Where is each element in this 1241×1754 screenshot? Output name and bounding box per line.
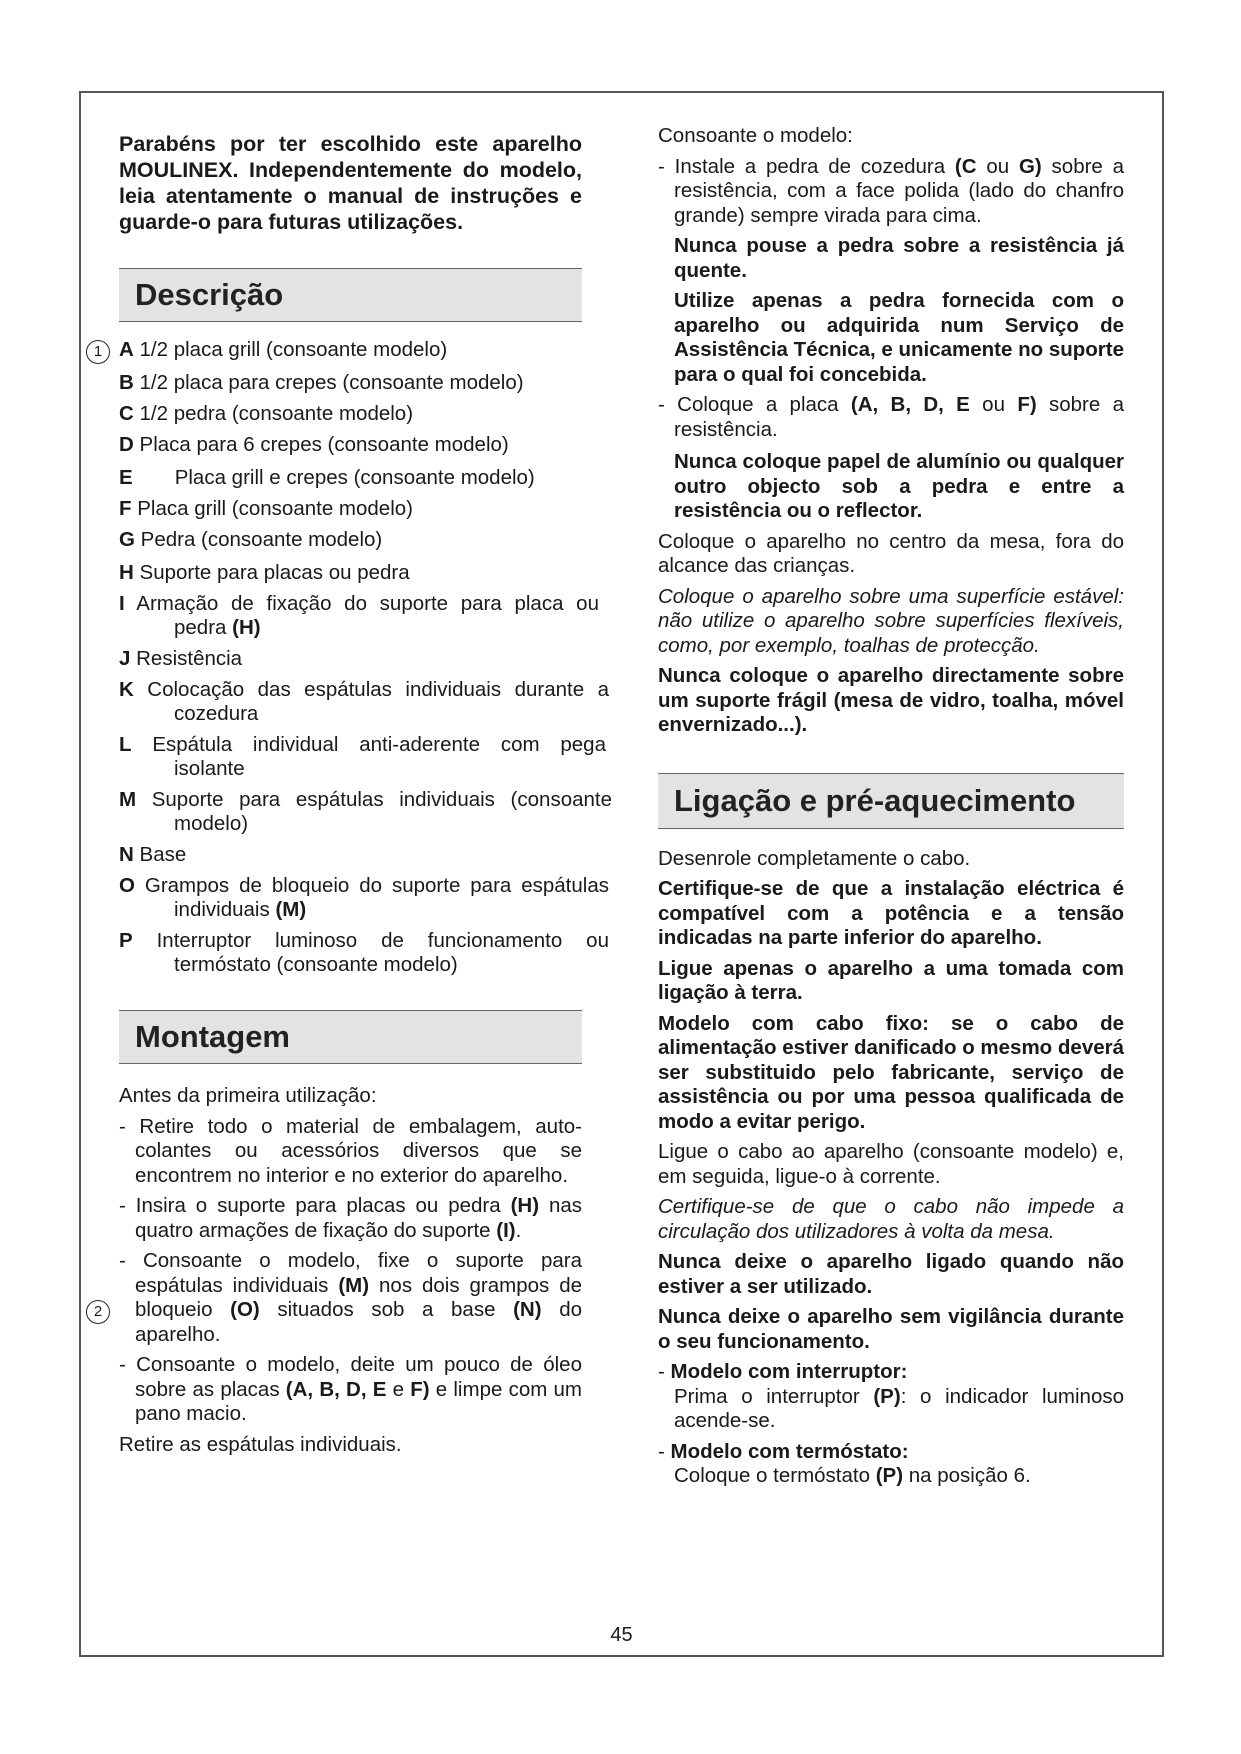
list-item: - Instale a pedra de cozedura (C ou G) sobre a resistência, com a face polida (lado do chanfro grande) sempre virada para cima. xyxy=(658,154,1125,227)
warning-text: Nunca pouse a pedra sobre a resistência já quente. xyxy=(674,234,1124,282)
list-item: I Armação de fixação do suporte para placa ou pedra (H) xyxy=(119,592,599,639)
list-item: G Pedra (consoante modelo) xyxy=(119,528,383,551)
parts-list xyxy=(93,338,612,977)
figure-marker-1: 1 xyxy=(86,340,110,364)
section-title: Montagem xyxy=(135,1019,290,1054)
section-heading-descricao xyxy=(119,268,582,322)
paragraph: Prima o interruptor (P): o indicador luminoso acende-se. xyxy=(674,1384,1124,1432)
list-item: - Insira o suporte para placas ou pedra (H) nas quatro armações de fixação do suporte (I). xyxy=(119,1194,583,1242)
warning-text: Nunca coloque papel de alumínio ou qualquer outro objecto sob a pedra e entre a resistência ou o reflector. xyxy=(674,450,1124,522)
list-item: N Base xyxy=(119,843,187,866)
list-item: C 1/2 pedra (consoante modelo) xyxy=(119,402,414,425)
list-item: D Placa para 6 crepes (consoante modelo) xyxy=(119,433,509,456)
warning-text: Nunca deixe o aparelho sem vigilância durante o seu funcionamento. xyxy=(658,1305,1124,1353)
list-item: L Espátula individual anti-aderente com pega isolante xyxy=(119,733,606,780)
paragraph: Antes da primeira utilização: xyxy=(119,1084,377,1107)
warning-text: Modelo com cabo fixo: se o cabo de alimentação estiver danificado o mesmo deverá ser substituido pelo fabricante, serviço de assistência ou por uma pessoa qualificada de modo a evitar perigo. xyxy=(658,1011,1124,1133)
paragraph: Consoante o modelo: xyxy=(658,124,853,147)
list-item: - Retire todo o material de embalagem, auto-colantes ou acessórios diversos que se encontrem no interior e no exterior do aparelho. xyxy=(119,1114,582,1187)
figure-marker-2: 2 xyxy=(86,1300,110,1324)
section-heading-montagem xyxy=(119,1010,582,1064)
paragraph: Certifique-se de que o cabo não impede a circulação dos utilizadores à volta da mesa. xyxy=(658,1195,1124,1243)
paragraph: Desenrole completamente o cabo. xyxy=(658,846,971,870)
list-item: E Placa grill e crepes (consoante modelo) xyxy=(119,466,535,489)
paragraph: Coloque o termóstato (P) na posição 6. xyxy=(674,1464,1031,1487)
section-title: Descrição xyxy=(135,277,284,312)
paragraph: Ligue o cabo ao aparelho (consoante modelo) e, em seguida, ligue-o à corrente. xyxy=(658,1140,1124,1188)
right-column xyxy=(658,124,1124,1489)
section-heading-ligacao xyxy=(658,773,1124,829)
list-item: A 1/2 placa grill (consoante modelo) xyxy=(119,338,448,361)
montagem-body xyxy=(93,1084,583,1457)
warning-text: Utilize apenas a pedra fornecida com o aparelho ou adquirida num Serviço de Assistência Técnica, e unicamente no suporte para o qual foi concebida. xyxy=(674,289,1125,386)
list-item: B 1/2 placa para crepes (consoante modelo) xyxy=(119,371,524,394)
list-item: - Consoante o modelo, fixe o suporte para espátulas individuais (M) nos dois grampos de bloqueio (O) situados sob a base (N) do aparelho. 2 xyxy=(119,1249,582,1347)
paragraph: Coloque o aparelho sobre uma superfície estável: não utilize o aparelho sobre superfícies flexíveis, como, por exemplo, toalhas de protecção. xyxy=(658,584,1124,657)
warning-text: Certifique-se de que a instalação eléctrica é compatível com a potência e a tensão indicadas na parte inferior do aparelho. xyxy=(658,877,1124,949)
page-frame xyxy=(79,91,1164,1657)
list-item: J Resistência xyxy=(119,647,243,670)
paragraph: Coloque o aparelho no centro da mesa, fora do alcance das crianças. xyxy=(658,529,1124,577)
section-title: Ligação e pré-aquecimento xyxy=(674,782,1076,818)
list-item: H Suporte para placas ou pedra xyxy=(119,561,410,584)
list-item: - Coloque a placa (A, B, D, E ou F) sobre a resistência. xyxy=(658,393,1124,441)
list-item: K Colocação das espátulas individuais durante a cozedura xyxy=(119,678,609,725)
list-item: O Grampos de bloqueio do suporte para espátulas individuais (M) xyxy=(119,874,609,921)
list-item: - Consoante o modelo, deite um pouco de óleo sobre as placas (A, B, D, E e F) e limpe com um pano macio. xyxy=(119,1353,582,1425)
left-column xyxy=(93,131,612,1457)
list-item: - Modelo com termóstato: xyxy=(658,1439,909,1463)
page-number: 45 xyxy=(610,1624,633,1646)
warning-text: Ligue apenas o aparelho a uma tomada com ligação à terra. xyxy=(658,956,1124,1004)
warning-text: Nunca coloque o aparelho directamente sobre um suporte frágil (mesa de vidro, toalha, móvel envernizado...). xyxy=(658,664,1124,736)
list-item: - Modelo com interruptor: xyxy=(658,1360,908,1383)
paragraph: Retire as espátulas individuais. xyxy=(119,1432,402,1456)
warning-text: Nunca deixe o aparelho ligado quando não estiver a ser utilizado. xyxy=(658,1250,1124,1298)
list-item: M Suporte para espátulas individuais (consoante modelo) xyxy=(119,788,612,835)
intro-text: Parabéns por ter escolhido este aparelho MOULINEX. Independentemente do modelo, leia atentamente o manual de instruções e guarde-o para futuras utilizações. xyxy=(119,132,582,234)
list-item: F Placa grill (consoante modelo) xyxy=(119,497,413,520)
list-item: P Interruptor luminoso de funcionamento ou termóstato (consoante modelo) xyxy=(119,929,609,976)
